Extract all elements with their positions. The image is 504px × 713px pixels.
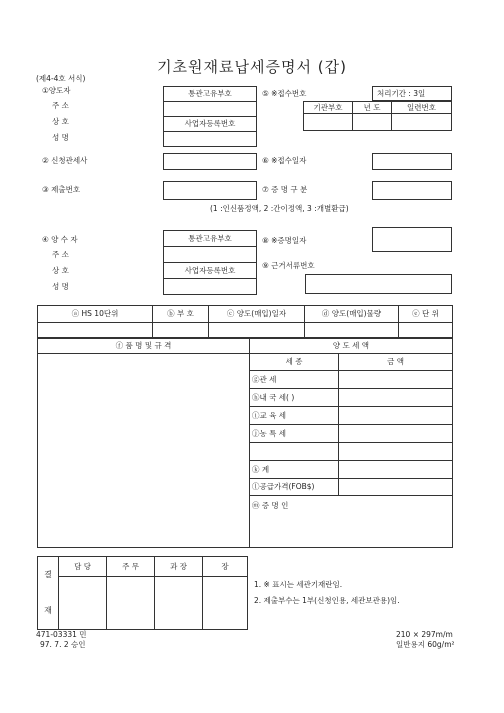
education-tax-label: ⓘ교 육 세 <box>250 407 339 425</box>
basis-doc-number-label: ⑨ 근거서류번호 <box>262 261 315 270</box>
domestic-tax-label: ⓗ내 국 세( ) <box>250 389 339 407</box>
processing-period: 처리기간 : 3일 <box>377 89 426 98</box>
approval-head-header: 장 <box>203 557 248 577</box>
blank-tax-label <box>250 443 339 461</box>
total-field[interactable] <box>339 461 453 479</box>
approval-section-chief-header: 과 장 <box>155 557 203 577</box>
transferee-label: ④ 양 수 자 <box>42 235 78 244</box>
transferee-address-label: 주 소 <box>52 250 69 259</box>
transferor-customs-code-field[interactable] <box>164 102 257 117</box>
footer-approval-date: 97. 7. 2 승인 <box>40 640 86 649</box>
note-2: 2. 제출부수는 1부(신청인용, 세관보관용)임. <box>254 596 400 605</box>
transferor-code-table <box>163 86 257 147</box>
footer-paper-size: 210 × 297m/m <box>396 630 453 639</box>
receipt-number-label: ⑤ ※접수번호 <box>262 89 307 98</box>
footer-form-code: 471-03331 민 <box>36 630 87 639</box>
agency-code-field[interactable] <box>304 114 353 131</box>
transferor-biz-reg-label: 사업자등록번호 <box>164 117 257 132</box>
customs-duty-field[interactable] <box>339 371 453 389</box>
year-label: 년 도 <box>353 102 392 114</box>
approval-manager-header: 주 무 <box>107 557 155 577</box>
education-tax-field[interactable] <box>339 407 453 425</box>
serial-number-label: 일련번호 <box>392 102 452 114</box>
transferee-name-label: 성 명 <box>52 282 69 291</box>
basis-doc-number-field[interactable] <box>305 274 452 294</box>
approval-label: 결 재 <box>38 557 59 630</box>
transferor-address-label: 주 소 <box>52 101 69 110</box>
transferor-customs-code-label: 통관고유부호 <box>164 87 257 102</box>
tax-type-header: 세 종 <box>250 354 339 371</box>
supply-price-label: ⓛ공급가격(FOB$) <box>250 479 339 496</box>
transfer-quantity-field[interactable] <box>305 323 399 338</box>
page-title: 기초원재료납세증명서 (갑) <box>157 58 347 76</box>
transferor-name-label: 성 명 <box>52 133 69 142</box>
note-1: 1. ※ 표시는 세관기재란임. <box>254 580 343 589</box>
domestic-tax-field[interactable] <box>339 389 453 407</box>
certifier-area <box>250 496 453 548</box>
applicant-broker-field[interactable] <box>163 153 257 170</box>
transfer-quantity-header: ⓓ 양도(매입)물량 <box>305 306 399 323</box>
supply-price-field[interactable] <box>339 479 453 496</box>
approval-section-chief-sign[interactable] <box>155 576 203 629</box>
receipt-date-label: ⑥ ※접수일자 <box>262 156 307 165</box>
item-spec-header: ⓕ 품 명 및 규 격 <box>38 339 250 354</box>
cert-type-field[interactable] <box>372 181 452 200</box>
approval-staff-header: 담 당 <box>59 557 107 577</box>
transferee-biz-reg-field[interactable] <box>164 279 257 295</box>
approval-head-sign[interactable] <box>203 576 248 629</box>
transferee-customs-code-field[interactable] <box>164 247 257 263</box>
customs-duty-label: ⓖ관 세 <box>250 371 339 389</box>
hs-code-field[interactable] <box>38 323 153 338</box>
code-header: ⓑ 부 호 <box>153 306 209 323</box>
amount-header: 금 액 <box>339 354 453 371</box>
item-spec-field[interactable] <box>38 354 250 548</box>
transferee-biz-reg-label: 사업자등록번호 <box>164 263 257 279</box>
transferor-biz-reg-field[interactable] <box>164 132 257 147</box>
cert-type-options: (1 :인신품정액, 2 :간이정액, 3 :개별환급) <box>210 204 349 213</box>
transfer-date-field[interactable] <box>209 323 305 338</box>
item-detail-header-table <box>37 305 453 338</box>
receipt-number-table <box>303 101 452 131</box>
receipt-date-field[interactable] <box>372 153 452 170</box>
applicant-broker-label: ② 신청관세사 <box>42 156 88 165</box>
rural-special-tax-field[interactable] <box>339 425 453 443</box>
year-field[interactable] <box>353 114 392 131</box>
footer-paper-type: 일반용지 60g/m² <box>396 640 455 649</box>
submit-number-field[interactable] <box>163 181 257 200</box>
approval-staff-sign[interactable] <box>59 576 107 629</box>
cert-date-field[interactable] <box>372 227 452 252</box>
certifier-label: ⓜ 증 명 인 <box>252 501 289 510</box>
transferor-trade-name-label: 상 호 <box>52 117 69 126</box>
serial-number-field[interactable] <box>392 114 452 131</box>
agency-code-label: 기관부호 <box>304 102 353 114</box>
cert-type-label: ⑦ 증 명 구 분 <box>262 185 308 194</box>
form-number: (제4-4호 서식) <box>36 74 86 83</box>
blank-tax-field[interactable] <box>339 443 453 461</box>
rural-special-tax-label: ⓙ농 특 세 <box>250 425 339 443</box>
transferee-trade-name-label: 상 호 <box>52 266 69 275</box>
hs-code-header: ⓐ HS 10단위 <box>38 306 153 323</box>
approval-manager-sign[interactable] <box>107 576 155 629</box>
transfer-date-header: ⓒ 양도(매입)일자 <box>209 306 305 323</box>
cert-date-label: ⑧ ※증명일자 <box>262 236 307 245</box>
transferee-code-table <box>163 230 257 295</box>
tax-amount-header: 양 도 세 액 <box>250 339 453 354</box>
unit-header: ⓔ 단 위 <box>399 306 453 323</box>
total-label: ⓚ 계 <box>250 461 339 479</box>
transferor-label: ①양도자 <box>42 86 71 95</box>
submit-number-label: ③ 제출번호 <box>42 185 81 194</box>
transferee-customs-code-label: 통관고유부호 <box>164 231 257 247</box>
code-field[interactable] <box>153 323 209 338</box>
approval-table <box>37 556 248 630</box>
tax-amount-table <box>37 338 453 548</box>
unit-field[interactable] <box>399 323 453 338</box>
